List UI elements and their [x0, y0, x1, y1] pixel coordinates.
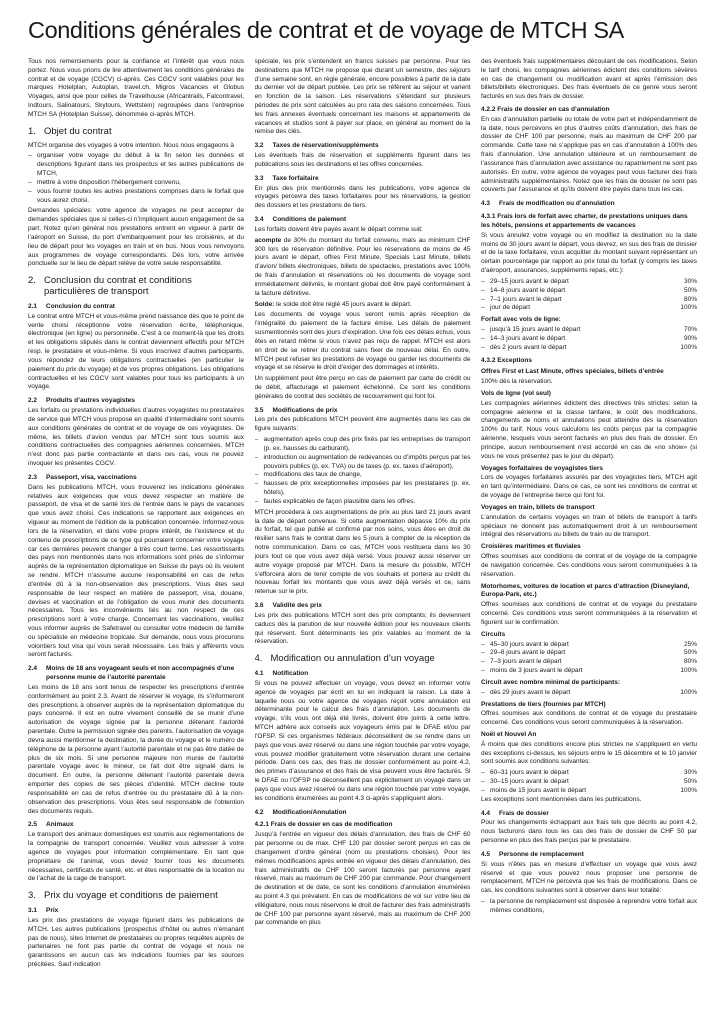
column-3	[481, 58, 697, 1008]
paragraph: En plus des prix mentionnés dans les publications, votre agence de voyages percevra des taxes forfaitaires pour les réservations, la gestion des dossiers et les prestations de tiers.	[254, 184, 471, 210]
subsection-heading: 3.6 Validité des prix	[254, 602, 322, 610]
label: Motorhomes, voitures de location et parcs d’attraction (Disneyland, Europa-Park, etc.)	[481, 582, 690, 599]
subsection-heading: 3.5 Modifications de prix	[254, 406, 338, 414]
paragraph: Un supplément peut être perçu en cas de paiement par carte de crédit ou de débit, affacturage et paiement échelonné. Ce sont les conditions générales de contrat des sociétés de recouvrement qui font foi.	[254, 375, 471, 400]
bullet-list	[481, 898, 697, 916]
paragraph: À moins que des conditions encore plus strictes ne s’appliquent en vertu des exceptions ci-dessus, les séjours entre le 15 décembre et le 10 janvier sont soumis aux conditions suivantes:	[481, 740, 697, 766]
rate-row: – 29–8 jours avant le départ 50%	[481, 649, 697, 658]
paragraph: Lors de voyages forfaitaires assurés par des voyagistes tiers, MTCH agit en tant qu’intermédiaire. Dans ce cas, ce sont les conditions de contrat et de voyage de l’entreprise tierce qui font foi.	[481, 474, 697, 500]
rate-list	[481, 278, 697, 313]
subsubsection-heading: 4.2.1 Frais de dossier en cas de modification	[254, 821, 393, 829]
rate-list	[481, 641, 697, 676]
rate-row: – 45–30 jours avant le départ 25%	[481, 641, 697, 650]
label: Offres First et Last Minute, offres spéciales, billets d’entrée	[481, 368, 664, 376]
label: Croisières maritimes et fluviales	[481, 543, 581, 551]
label: Noël et Nouvel An	[481, 730, 537, 738]
label: Circuits	[481, 630, 506, 638]
label: Circuit avec nombre minimal de participants:	[481, 678, 621, 686]
section-heading: 2. Conclusion du contrat et conditions particulières de transport	[28, 275, 192, 298]
section-heading: 3. Prix du voyage et conditions de paiement	[28, 890, 218, 902]
paragraph: Les prix des publications MTCH sont des prix comptants; ils deviennent caducs dès la parution de leur nouvelle édition pour les nouveaux clients qui réservent. Sont déterminants les prix valables au moment de la réservation.	[254, 611, 471, 646]
list-item: – augmentation après coup des prix fixés par les entreprises de transport (p. ex. hausses du carburant),	[255, 436, 471, 454]
subsection-heading: 3.4 Conditions de paiement	[254, 216, 347, 224]
paragraph: Les prix des publications MTCH peuvent être augmentés dans les cas de figure suivants:	[254, 416, 471, 433]
paragraph: Les moins de 18 ans sont tenus de respecter les prescriptions d’entrée conformément au point 2.3. Avant de réserver le voyage, ils s’informeront des prescriptions à observer auprès de la représentation diplomatique du pays concerné. Il est en outre vivement conseillé de se munir d’une autorisation de voyage signée par la personne détenant l’autorité parentale. Outre la permission signée des parents, l’autorisation de voyage devra aussi mentionner la destination, la durée du voyage et le numéro de téléphone de la personne ayant l’autorité parentale et ne pas être datée de plus de six mois. Si une personne majeure non munie de l’autorité parentale voyage avec le mineur, ce fait doit être signalé dans le document. En outre, la personne détenant l’autorité parentale devra emporter des copies de ses pièces d’identité. MTCH décline toute responsabilité en cas de refus d’entrée ou du prestataire dû à la non-observation des prescriptions. Vous êtes seul responsable de l’obtention des documents requis.	[28, 683, 244, 815]
subsubsection-heading: 4.2.2 Frais de dossier en cas d’annulation	[481, 105, 610, 113]
bullet-list	[255, 436, 471, 507]
paragraph: Les compagnies aériennes édictent des directives très strictes: selon la compagnie aérienne et la classe tarifaire, le coût des modifications, changements de noms et annulations peut atteindre dès la réservation 100% du tarif. Nous vous calculons les coûts perçus par la compagnie aérienne, lesquels vous seront facturés en plus des frais de dossier. En principe, aucun remboursement n’est accordé en cas de «no show» (si vous ne vous présentez pas le jour du départ).	[481, 399, 697, 460]
label: Voyages forfaitaires de voyagistes tiers	[481, 464, 603, 472]
paragraph: Offres soumises aux conditions de contrat et de voyage du prestataire concerné. Ces conditions vous seront communiquées à la réservation et figurent sur le confirmation.	[481, 601, 697, 626]
subsection-heading: 2.1 Conclusion du contrat	[28, 303, 115, 310]
rate-list	[481, 326, 697, 352]
subsection-heading: 3.3 Taxe forfaitaire	[254, 174, 319, 182]
paragraph: Le transport des animaux domestiques est soumis aux réglementations de la compagnie de transport concernée. Veuillez vous adresser à votre agence de voyages pour information complémentaire. En tant que propriétaire de l’animal, vous devez fournir tous les documents nécessaires, certificats de santé, etc. et êtes responsable de la location ou de l’achat de la cage de transport.	[28, 831, 244, 883]
subsection-heading: 2.2 Produits d’autres voyagistes	[28, 397, 135, 405]
paragraph: Les forfaits doivent être payés avant le départ comme suit:	[254, 225, 423, 233]
paragraph: spéciale, les prix s’entendent en francs suisses par personne. Pour les destinations que MTCH ne propose que durant un semestre, des séjours d’une semaine sont, en règle générale, encore possibles à partir de la date du dernier vol de départ publiée. Les prix se réfèrent au séjour et varient en fonction de la saison. Les réservations s’étendant sur plusieurs périodes de prix sont calculées au pro rata des saisons concernées. Tous les frais annexes éventuels concernant les maisons et appartements de vacances et studios sont à payer sur place, en général au moment de la remise des clés.	[254, 57, 471, 136]
paragraph: Jusqu’à l’entrée en vigueur des délais d’annulation, des frais de CHF 60 par personne ou de max. CHF 120 par dossier seront perçus en cas de changement d’ordre général (nom ou prestations choisies). Pour les mêmes modifications après entrée en vigueur des délais d’annulation, des frais administratifs de CHF 100 seront facturés par personne ayant réservé, mais au maximum de CHF 200 par commande. Pour changement de destination et de date, ce sont les conditions d’annulation énumérées au point 4.3 qui prévalent. En cas de modifications de vol sur votre lieu de villégiature, nous nous réservons le droit de facturer des frais administratifs de CHF 100 par personne ayant réservé, mais au maximum de CHF 200 par commande en plus	[254, 831, 471, 927]
subsection-heading: 2.4 Moins de 18 ans voyageant seuls et non accompagnés d’une personne munie de l’autorité parentale	[28, 665, 235, 682]
list-item: – vous fournir toutes les autres prestations comprises dans le forfait que vous aurez choisi.	[28, 188, 244, 206]
paragraph: Offres soumises aux conditions de contrat et de voyage du prestataire concerné. Ces conditions vous seront communiquées à la réservation.	[481, 710, 697, 727]
label: Prestations de tiers (fournies par MTCH)	[481, 700, 606, 708]
paragraph: Les éventuels frais de réservation et suppléments figurent dans les publications sous les destinations et les offres concernées.	[254, 152, 471, 168]
intro-paragraph: Tous nos remerciements pour la confiance et l’intérêt que vous nous portez. Nous vous prions de lire attentivement les conditions générales de contrat et de voyage (CGCV) ci-après. Ces CGCV sont valables pour les marques Hotelplan, Autoplan, travel.ch, Migros Vacances et Globus Voyages, ainsi que pour celles de Travelhouse (Africantrails, Falcontravel, Indtours, Salinatours, Skytours, Wettstein) regroupées dans l’entreprise MTCH SA (Hotelplan Suisse), dénommée ci-après MTCH.	[28, 57, 244, 118]
subsection-heading: 3.2 Taxes de réservation/suppléments	[254, 142, 379, 150]
subsection-heading: 2.5 Animaux	[28, 821, 74, 829]
subsection-heading: 4.1 Notification	[254, 670, 309, 678]
paragraph: MTCH procédera à ces augmentations de prix au plus tard 21 jours avant la date de départ convenue. Si cette augmentation dépasse 10% du prix du forfait, tel que publié et confirmé par nos soins, vous êtes en droit de résilier sans frais le contrat dans les 5 jours à compter de la réception de notre communication. Dans ce cas, MTCH vous restituera dans les 30 jours tout ce que vous avez déjà versé. Vous pouvez aussi réserver un autre voyage proposé par MTCH. Dans la mesure du possible, MTCH s’efforcera alors de tenir compte de vos souhaits et portera au crédit du nouveau forfait les montants que vous avez déjà versés et ce, sans retenue sur le prix.	[254, 508, 471, 596]
rate-row: – dès 29 jours avant le départ 100%	[481, 689, 697, 698]
subsection-heading: 4.2 Modification/Annulation	[254, 808, 347, 816]
label: Vols de ligne (vol seul)	[481, 390, 551, 397]
subsubsection-heading: 4.3.2 Exceptions	[481, 356, 532, 364]
list-item: – la personne de remplacement est disposée à reprendre votre forfait aux mêmes conditions,	[481, 898, 697, 916]
label: Forfait avec vols de ligne:	[481, 316, 561, 324]
section-heading: 4. Modification ou annulation d’un voyage	[254, 653, 435, 665]
paragraph: Si vous ne pouvez effectuer un voyage, vous devez en informer votre agence de voyages par écrit en lui en indiquant la raison. La date à laquelle nous ou votre agence de voyages reçoit votre annulation est déterminante pour le calcul des frais d’annulation. Les documents de voyage, s’ils vous ont déjà été livrés, doivent être joints à cette lettre. MTCH adhère aux conseils aux voyageurs émis par le DFAE et/ou par l’OFSP. Si ces organismes fédéraux déconseillent de se rendre dans un pays que vous avez réservé ou dans une région touchée par votre voyage, vous pouvez modifier gratuitement votre réservation durant une certaine période. Dans ces cas, des frais de dossier conformément au point 4.2, des primes d’assurance et des frais de visa peuvent vous être facturés. Si le DFAE ou l’OFSP ne déconseillent pas explicitement un voyage dans un pays que vous avez réservé ou dans une région touchée par votre voyage, les conditions énumérées au point 4.3 ci-après s’appliquent alors.	[254, 679, 471, 802]
subsection-heading: 4.3 Frais de modification ou d’annulation	[481, 200, 615, 208]
paragraph: Offres soumises aux conditions de contrat et de voyage de la compagnie de navigation concernée. Ces conditions vous seront communiquées à la réservation.	[481, 553, 697, 578]
rate-row: – jour de départ 100%	[481, 304, 697, 313]
rate-row: – moins de 15 jours avant le départ 100%	[481, 787, 697, 796]
paragraph: Si vous n’êtes pas en mesure d’effectuer un voyage que vous avez réservé et que vous pouvez nous proposer une personne de remplacement, MTCH ne percevra que les frais de modifications. Dans ce cas, les conditions suivantes sont à observer dans leur totalité:	[481, 860, 697, 895]
paragraph: Les exceptions sont mentionnées dans les publications.	[481, 795, 642, 803]
paragraph: 100% dès la réservation.	[481, 378, 553, 386]
paragraph: Les prix des prestations de voyage figurent dans les publications de MTCH. Les autres publications (prospectus d’hôtel ou autres n’émanant pas de nous), sites Internet de prestataires ou propres requêtes auprès de partenaires ne font pas partie du contrat de voyage et nous ne garantissons en aucun cas les indications fournies par les sources précitées. Sauf indication	[28, 916, 244, 969]
paragraph: Les documents de voyage vous seront remis après réception de l’intégralité du paiement de la facture émise. Les délais de paiement susmentionnés sont des jours d’expiration. Une fois ces délais échus, vous êtes en retard même si vous n’avez pas reçu de rappel. MTCH est alors en droit de se retirer du contrat sans fixer de nouveau délai. En outre, MTCH peut refuser les prestations de voyage ou garder les documents de voyage et se réserve le droit d’exiger des dommages et intérêts.	[254, 311, 471, 372]
subsubsection-heading: 4.3.1 Frais lors de forfait avec charter, de prestations uniques dans les hôtels, pensions et appartements de vacances	[481, 213, 688, 229]
list-item: – organiser votre voyage du début à la fin selon les données et descriptions figurant dans les prospectus et les autres publications de MTCH,	[28, 152, 244, 178]
text-columns	[28, 58, 697, 1008]
rate-row: – 7–1 jours avant le départ 80%	[481, 296, 697, 305]
rate-row: – moins de 3 jours avant le départ 100%	[481, 667, 697, 676]
list-item: – fautes explicables de façon plausible dans les offres.	[255, 498, 471, 507]
paragraph: Pour les changements échappant aux frais tels que décrits au point 4.2, nous facturons dans tous les cas des frais de dossier de CHF 50 par personne en plus des frais perçus par le prestataire.	[481, 819, 697, 845]
page-title: Conditions générales de contrat et de voyage de MTCH SA	[28, 17, 624, 43]
column-1	[28, 58, 244, 1008]
subsection-heading: 4.5 Personne de remplacement	[481, 850, 584, 858]
column-2	[255, 58, 471, 1008]
list-item: – mettre à votre disposition l’hébergement convenu,	[28, 179, 244, 188]
paragraph: L’annulation de certains voyages en train et billets de transport à tarifs spéciaux ne donnent pas automatiquement droit à un remboursement intégral des réservations ou billets de train ou de transport.	[481, 513, 697, 539]
list-item: – introduction ou augmentation de redevances ou d’impôts perçus par les pouvoirs publics (p. ex. TVA) ou de taxes (p. ex. taxes d’aéroport),	[255, 454, 471, 472]
rate-row: – 7–3 jours avant le départ 80%	[481, 658, 697, 667]
rate-row: – 30–15 jours avant le départ 50%	[481, 778, 697, 787]
section-heading: 1. Objet du contrat	[28, 125, 112, 137]
rate-row: – 29–15 jours avant le départ 30%	[481, 278, 697, 287]
paragraph: Demandes spéciales: votre agence de voyages ne peut accepter de demandes spéciales que si celles-ci n’impliquent aucun engagement de sa part. Notez qu’en général nos prestations entrent en vigueur à partir de l’aéroport en Suisse, du port d’embarquement pour les croisières, et du lieu de départ pour les voyages en train et en bus. Nous vous renvoyons aux programmes de voyage correspondants. Dès lors, votre arrivée ponctuelle sur le lieu de départ relève de votre seule responsabilité.	[28, 207, 244, 268]
label: Voyages en train, billets de transport	[481, 503, 595, 511]
list-item: – modifications des taux de change,	[255, 471, 471, 480]
rate-row: – dès 2 jours avant le départ 100%	[481, 344, 697, 353]
paragraph: acompte de 30% du montant du forfait convenu, mais au minimum CHF 300 lors de réservation définitive. Pour les réservations de moins de 45 jours avant le départ, offres First Minute, Specials Last Minute, billets d’avion/ billets électroniques, billets de spectacles, prestations avec 100% de frais d’annulation et réservations où les documents de voyage sont immédiatement délivrés, le montant global doit être payé conformément à la facture définitive.	[254, 236, 471, 297]
subsection-heading: 2.3 Passeport, visa, vaccinations	[28, 473, 137, 481]
paragraph: Les forfaits ou prestations individuelles d’autres voyagistes ou prestataires de service que MTCH vous propose en qualité d’intermédiaire sont soumis aux conditions générales de contrat et de voyage de ces voyagistes. De même, les billets d’avion vendus par MTCH sont tous soumis aux conditions contractuelles des compagnies aériennes concernées. MTCH n’est donc pas partie contractante et dans ces cas, vous ne pouvez invoquer les présentes CGCV.	[28, 407, 244, 468]
rate-row: – 60–31 jours avant le départ 30%	[481, 769, 697, 778]
list-item: – hausses de prix exceptionnelles imposées par les prestataires (p. ex. hôtels),	[255, 480, 471, 498]
rate-row: – 14–3 jours avant le départ 90%	[481, 335, 697, 344]
subsection-heading: 4.4 Frais de dossier	[481, 809, 549, 817]
paragraph: Si vous annulez votre voyage ou en modifiez la destination ou la date moins de 30 jours avant le départ, vous devrez, en sus des frais de dossier et de la taxe forfaitaire, vous acquitter du montant suivant représentant un certain pourcentage par rapport au prix total du forfait (y compris les taxes d’aéroport, assurances, suppléments repas, etc.):	[481, 231, 697, 275]
paragraph: MTCH organise des voyages à votre intention. Nous nous engageons à	[28, 141, 234, 149]
rate-row: – 14–8 jours avant le départ 50%	[481, 287, 697, 296]
paragraph: Le contrat entre MTCH et vous-même prend naissance dès que le point de vente choisi réceptionne votre réservation écrite, téléphonique, électronique (en ligne) ou personnelle. C’est à ce moment-là que les droits et les obligations stipulés dans le contrat deviennent effectifs pour MTCH resp. le prestataire et vous-même. Si vous inscrivez d’autres participants, vous répondez de leurs obligations contractuelles (en particulier le paiement du prix du voyage) et de vos propres obligations. Les obligations contractuelles et les CGCV sont valables pour tous les participants à un voyage.	[28, 312, 244, 391]
rate-row: – jusqu’à 15 jours avant le départ 70%	[481, 326, 697, 335]
bullet-list	[28, 152, 244, 205]
rate-list	[481, 689, 697, 698]
paragraph: des éventuels frais supplémentaires découlant de ces modifications. Selon le tarif choisi, les compagnies aériennes édictent des conditions sévères en cas de changement ou modification avant et après l’émission des billets/billets électroniques. Des frais éventuels de ce genre vous seront facturés en sus des frais de dossier.	[481, 57, 697, 101]
paragraph: Solde: le solde doit être réglé 45 jours avant le départ.	[254, 300, 412, 308]
paragraph: Dans les publications MTCH, vous trouverez les indications générales relatives aux exigences que vous devez respecter en matière de passeport, de visa et de santé lors de l’entrée dans le pays de vacances que vous avez choisi. Ces indications se rapportent aux exigences en vigueur au moment de l’édition de la publication concernée. Informez-vous lors de la réservation, et dans votre propre intérêt, de l’existence et du contenu de prescriptions de ce type qui pourraient concerner votre voyage car ces dernières peuvent changer à très court terme. Les ressortissants des pays non mentionnés dans nos informations sont priés de s’informer auprès de la représentation diplomatique en Suisse du pays où ils veulent se rendre. MTCH n’assume aucune responsabilité en cas de refus d’entrée dû à la non-observation des prescriptions. Vous êtes seul responsable de leur respect en matière de passeport, visa, douane, devises et vaccination et de l’obligation de vous munir des documents nécessaires. Tous les inconvénients liés au non respect de ces prescriptions sont à votre charge. Concernant les vaccinations, veuillez vous informer auprès de Safetravel ou consulter votre médecin de famille ou spécialiste en médecine tropicale. Sur demande, nous vous procurons volontiers tout visa qui vous serait nécessaire. Les frais y afférents vous seront facturés.	[28, 483, 244, 659]
subsection-heading: 3.1 Prix	[28, 907, 59, 915]
rate-list	[481, 769, 697, 795]
paragraph: En cas d’annulation partielle ou totale de votre part et indépendamment de la date, nous percevons en plus d’autres coûts d’annulation, des frais de dossier de CHF 100 par personne, mais au maximum de CHF 200 par commande. Cette taxe ne s’applique pas en cas d’annulation à 100% des frais d’annulation. Une annulation ultérieure et un remboursement de l’assurance frais d’annulation avec assistance ou rapatriement ne sont pas autorisés. En outre, votre agence de voyages peut vous facturer des frais administratifs supplémentaires. Notez que les frais de dossier ne sont pas couverts par l’assurance et qu’ils doivent être payés dans tous les cas.	[481, 115, 697, 194]
